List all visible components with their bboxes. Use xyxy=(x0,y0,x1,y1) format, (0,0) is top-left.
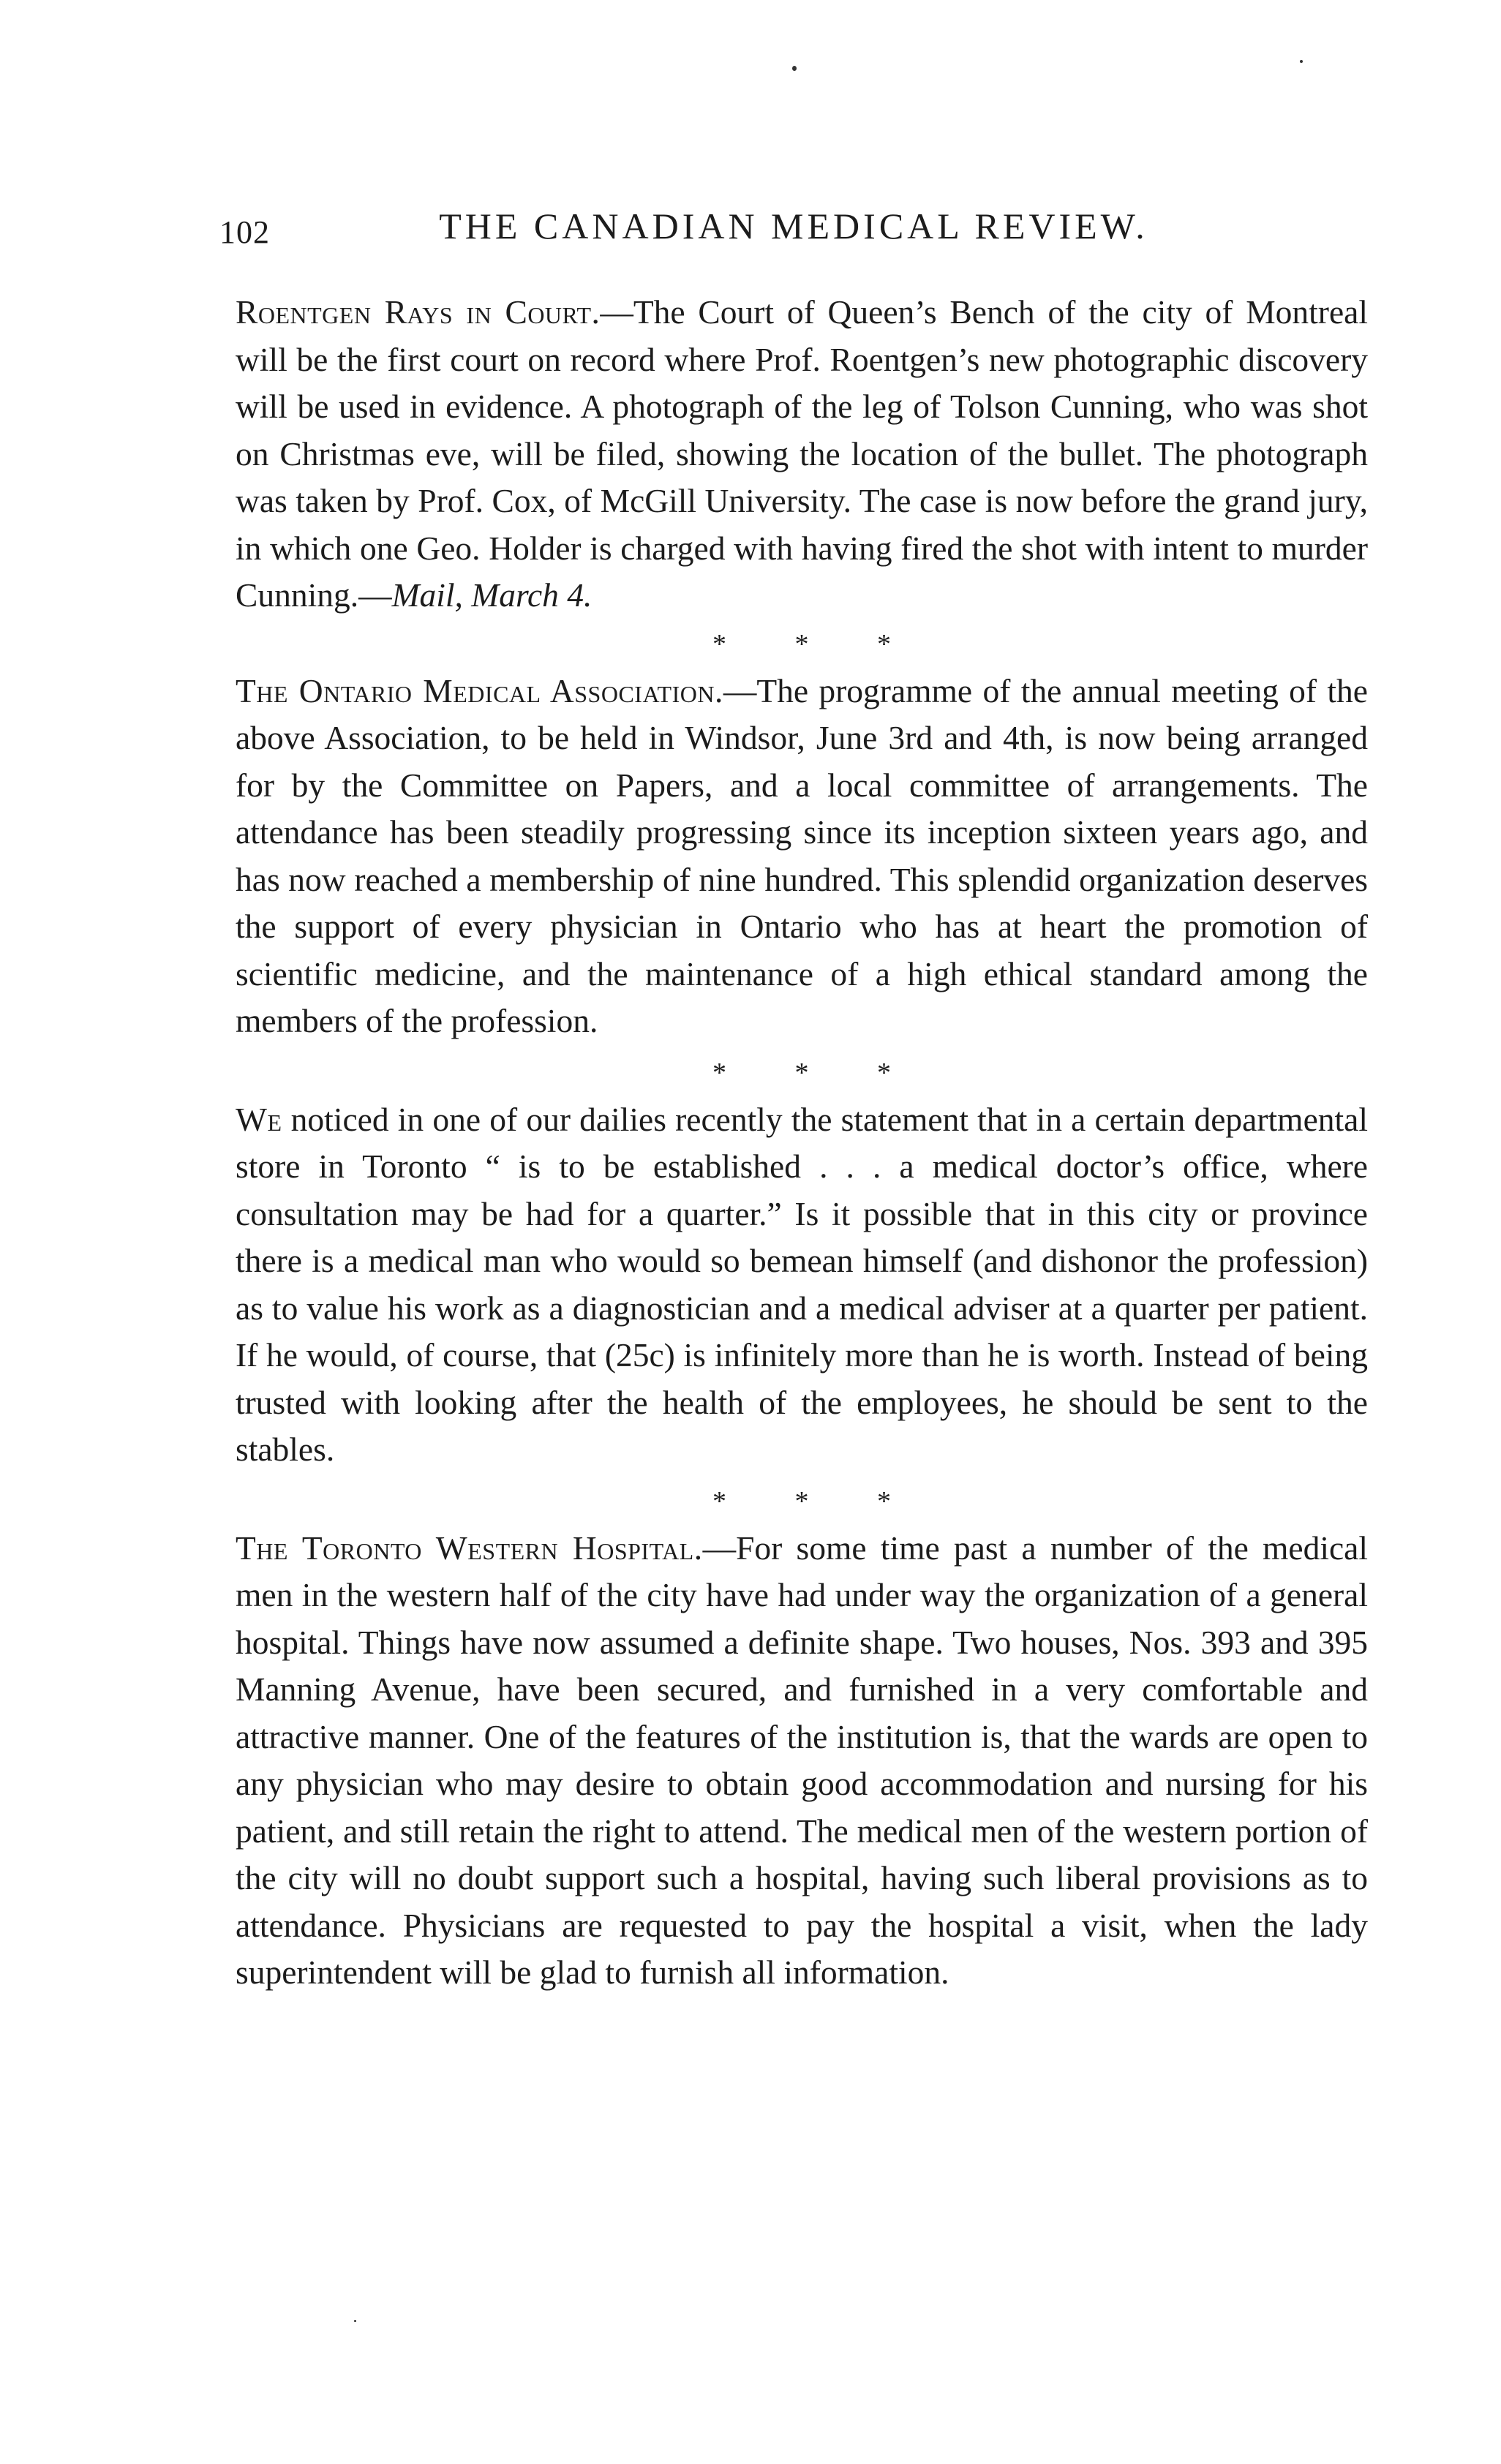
article-body: —The programme of the annual meeting of the above Association, to be held in Windsor, June 3rd and 4th, is now being arranged for by the Committee on Papers, and a local committee of arrangements. The attendance has been steadily progressing since its inception sixteen years ago, and has now reached a membership of nine hundred. This splendid organization deserves the support of every physician in Ontario who has at heart the promotion of scientific medicine, and the maintenance of a high ethical standard among the members of the profession. xyxy=(236,671,1368,1039)
article-body: —The Court of Queen’s Bench of the city of Montreal will be the first court on record where Prof. Roentgen’s new photographic discovery will be used in evidence. A photograph of the leg of Tolson Cunning, who was shot on Christmas eve, will be filed, showing the location of the bullet. The photograph was taken by Prof. Cox, of McGill University. The case is now before the grand jury, in which one Geo. Holder is charged with having fired the shot with intent to murder Cunning.— xyxy=(236,293,1368,614)
article-heading: Roentgen Rays in Court. xyxy=(236,293,601,331)
article-column xyxy=(236,289,1368,1997)
article-departmental-store xyxy=(236,1096,1368,1474)
article-toronto-western-hospital xyxy=(236,1525,1368,1997)
page-number: 102 xyxy=(219,214,270,250)
article-roentgen-rays xyxy=(236,289,1368,619)
print-speck xyxy=(354,2320,356,2322)
article-ontario-medical-association xyxy=(236,668,1368,1045)
section-separator: * * * xyxy=(712,1057,922,1088)
article-body: —For some time past a number of the medical men in the western half of the city have had under way the organization of a general hospital. Things have now assumed a definite shape. Two houses, Nos. 393 and 395 Manning Avenue, have been secured, and furnished in a very comfortable and attractive manner. One of the features of the institution is, that the wards are open to any physician who may desire to obtain good accommodation and nursing for his patient, and still retain the right to attend. The medical men of the western portion of the city will no doubt support such a hospital, having such liberal provisions as to attendance. Physicians are requested to pay the hospital a visit, when the lady superintendent will be glad to furnish all information. xyxy=(236,1529,1369,1991)
article-heading: We xyxy=(236,1100,282,1138)
article-heading: The Ontario Medical Association. xyxy=(236,671,723,709)
article-heading: The Toronto Western Hospital. xyxy=(236,1529,703,1567)
page-header xyxy=(219,205,1368,256)
print-speck xyxy=(1300,60,1303,63)
article-body: noticed in one of our dailies recently the statement that in a certain departmental store in Toronto “ is to be established . . . a medical doctor’s office, where consultation may be had for a quarter.” Is it possible that in this city or province there is a medical man who would so bemean himself (and dishonor the profession) as to value his work as a diagnostician and a medical adviser at a quarter per patient. If he would, of course, that (25c) is infinitely more than he is worth. Instead of being trusted with looking after the health of the employees, he should be sent to the stables. xyxy=(236,1100,1368,1468)
section-separator: * * * xyxy=(712,1485,922,1517)
section-separator: * * * xyxy=(712,628,922,660)
article-citation: Mail, March 4. xyxy=(391,576,592,614)
print-speck xyxy=(792,66,797,71)
running-title: THE CANADIAN MEDICAL REVIEW. xyxy=(439,206,1148,246)
